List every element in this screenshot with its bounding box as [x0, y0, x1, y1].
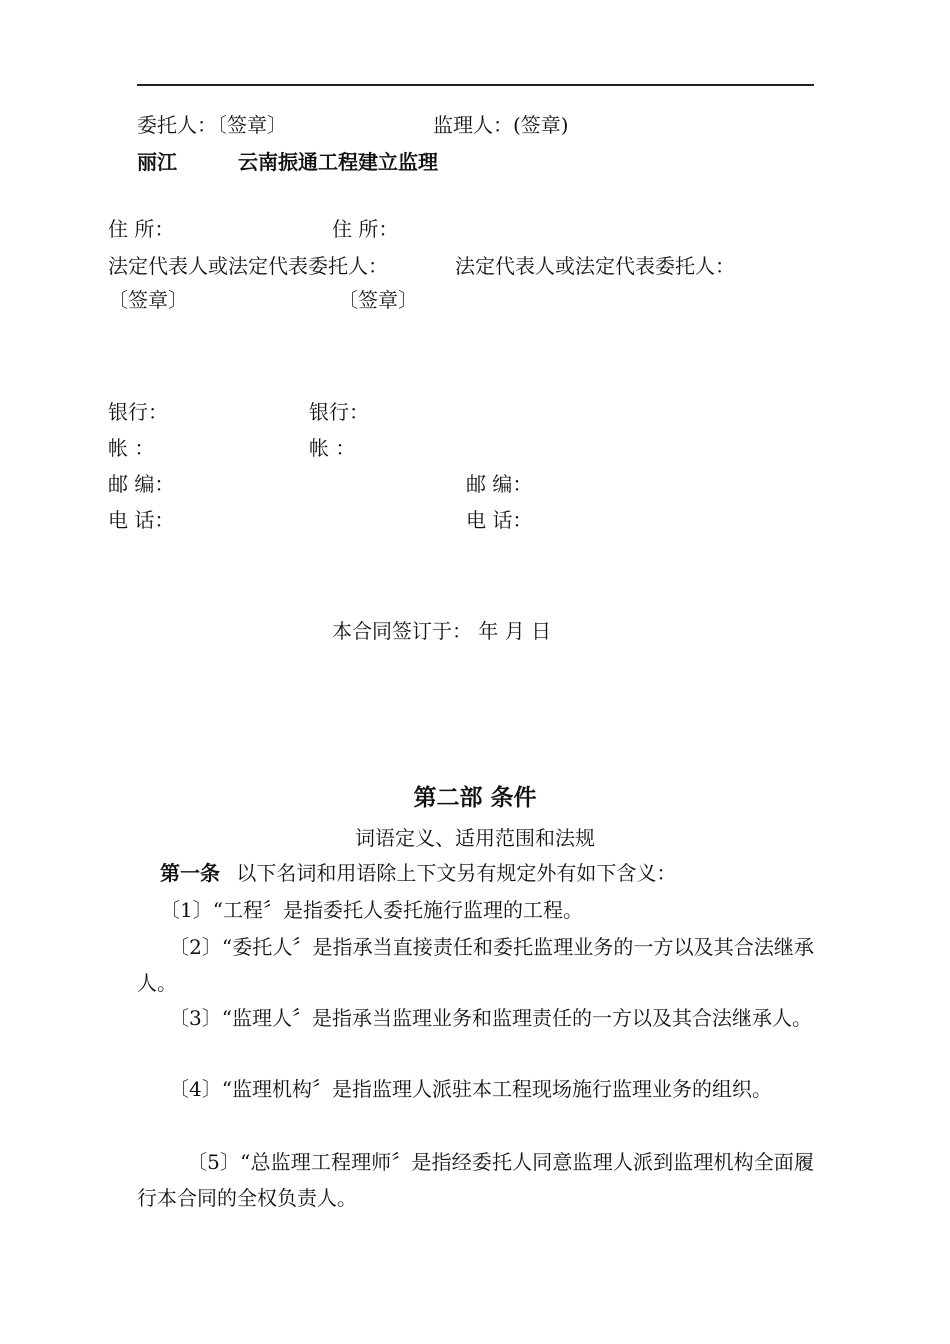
client-address-label: 住 所：	[108, 217, 175, 241]
article-one	[160, 860, 676, 886]
signing-date-line: 本合同签订于： 年 月 日	[332, 619, 552, 643]
article-text: 以下名词和用语除上下文另有规定外有如下含义：	[236, 861, 677, 885]
supervisor-signature-label: 监理人：(签章)	[433, 113, 569, 137]
client-phone-label: 电 话：	[108, 508, 175, 532]
supervisor-account-label: 帐 ：	[309, 436, 356, 460]
definition-item-4-text: 〔4〕“监理机构〞是指监理人派驻本工程现场施行监理业务的组织。	[169, 1077, 772, 1101]
client-bank-label: 银行：	[108, 400, 168, 424]
client-seal: 〔签章〕	[108, 288, 188, 312]
client-legal-rep-label: 法定代表人或法定代表委托人：	[108, 254, 388, 278]
section-subtitle: 词语定义、适用范围和法规	[355, 826, 595, 850]
section-title: 第二部 条件	[413, 784, 537, 811]
supervisor-seal: 〔签章〕	[338, 288, 418, 312]
supervisor-name: 云南振通工程建立监理	[238, 150, 438, 174]
definition-item-4	[137, 1071, 814, 1107]
supervisor-bank-label: 银行：	[309, 400, 369, 424]
definition-item-5-text: 〔5〕“总监理工程理师〞是指经委托人同意监理人派到监理机构全面履行本合同的全权负责人。	[137, 1150, 814, 1210]
top-rule	[137, 84, 814, 86]
supervisor-address-label: 住 所：	[332, 217, 399, 241]
supervisor-legal-rep-label: 法定代表人或法定代表委托人：	[455, 254, 735, 278]
definition-item-3	[137, 1000, 814, 1036]
client-signature-label: 委托人：〔签章〕	[137, 113, 287, 137]
definition-item-5	[137, 1144, 814, 1216]
definition-item-2	[137, 929, 814, 1001]
definition-item-3-text: 〔3〕“监理人〞是指承当监理业务和监理责任的一方以及其合法继承人。	[169, 1006, 812, 1030]
client-account-label: 帐 ：	[108, 436, 155, 460]
definition-item-2-text: 〔2〕“委托人〞是指承当直接责任和委托监理业务的一方以及其合法继承人。	[137, 935, 814, 995]
client-name: 丽江	[137, 150, 177, 174]
definition-item-1: 〔1〕“工程〞是指委托人委托施行监理的工程。	[160, 898, 583, 922]
client-zip-label: 邮 编：	[108, 472, 175, 496]
article-label: 第一条	[160, 861, 220, 885]
supervisor-phone-label: 电 话：	[466, 508, 533, 532]
supervisor-zip-label: 邮 编：	[466, 472, 533, 496]
